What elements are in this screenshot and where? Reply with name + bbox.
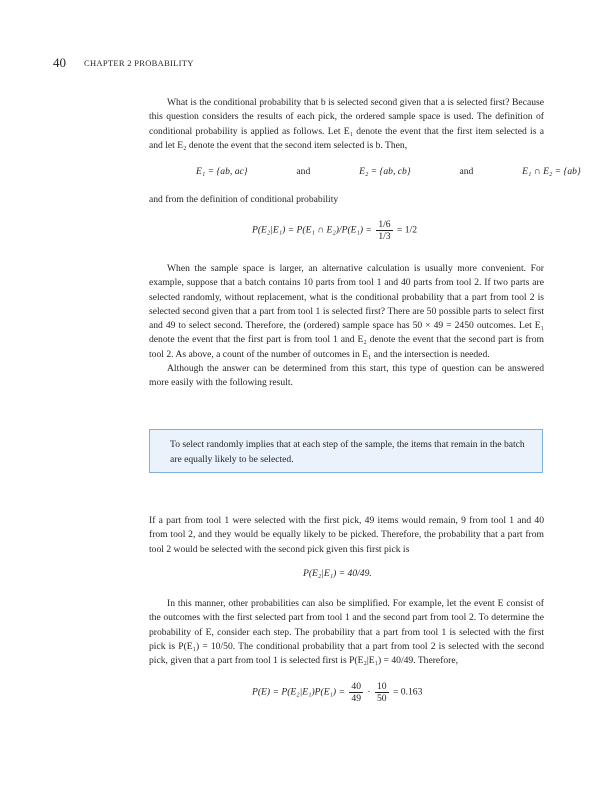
paragraph-conditional-question — [149, 96, 544, 153]
paragraph-text: In this manner, other probabilities can also be simplified. For example, let the event E consist of the outcomes with the first selected part from tool 1 and the second part from tool 2. To determine the probability of E, consider each step. The probability that a part from tool 1 is selected with the first pick is P(E₁) = 10/50. The conditional probability that a part from tool 2 is selected with the second pick, given that a part from tool 1 is selected first is P(E₂|E₁) = 40/49. Therefore, — [149, 598, 544, 667]
fraction-2 — [375, 681, 389, 704]
paragraph-text-2: Although the answer can be determined from this start, this type of question can be answered more easily with the following result. — [149, 363, 544, 389]
paragraph-text: What is the conditional probability that b is selected second given that a is selected first? Because this question considers the results of each pick, the ordered sample space is used. The definition of conditional probability is applied as follows. Let E₁ denote the event that the first item selected is a and let E₂ denote the event that the second item selected is b. Then, — [149, 97, 544, 151]
callout-text: To select randomly implies that at each step of the sample, the items that remain in the batch are equally likely to be selected. — [170, 439, 525, 465]
equation-rhs: = 1/2 — [396, 224, 418, 236]
callout-box — [149, 429, 543, 473]
fraction-denominator: 49 — [351, 693, 361, 704]
equation-event-sets — [196, 166, 581, 177]
paragraph-simplified-probabilities — [149, 597, 544, 668]
fraction-numerator: 40 — [351, 681, 361, 692]
equation-and-2: and — [459, 166, 474, 177]
fraction-1 — [349, 681, 363, 704]
equation-and-1: and — [296, 166, 311, 177]
equation-probability-e — [252, 681, 422, 704]
fraction-numerator: 10 — [377, 681, 387, 692]
paragraph-larger-sample-space — [149, 262, 544, 391]
equation-rhs: = 0.163 — [393, 686, 423, 698]
equation-e2: E₂ = {ab, cb} — [359, 166, 411, 177]
chapter-heading: CHAPTER 2 PROBABILITY — [84, 58, 194, 68]
equation-conditional-value — [303, 568, 372, 579]
paragraph-text: and from the definition of conditional probability — [149, 194, 339, 205]
paragraph-tool-pick — [149, 514, 544, 557]
fraction-numerator: 1/6 — [378, 219, 391, 230]
fraction — [376, 219, 392, 242]
equation-lhs: P(E) = P(E₂|E₁)P(E₁) = — [252, 686, 345, 698]
paragraph-definition — [149, 193, 544, 207]
equation-e1: E₁ = {ab, ac} — [196, 166, 248, 177]
equation-text: P(E₂|E₁) = 40/49. — [303, 568, 372, 579]
fraction-denominator: 1/3 — [378, 231, 391, 242]
page-number: 40 — [53, 55, 66, 70]
paragraph-text: If a part from tool 1 were selected with the first pick, 49 items would remain, 9 from tool 1 and 40 from tool 2, and they would be equally likely to be picked. Therefore, the probability that a part from tool 2 would be selected with the second pick given this first pick is — [149, 515, 544, 555]
equation-intersection: E₁ ∩ E₂ = {ab} — [522, 166, 581, 177]
paragraph-text: When the sample space is larger, an alternative calculation is usually more convenient. For example, suppose that a batch contains 10 parts from tool 1 and 40 parts from tool 2. If two parts are selected randomly, without replacement, what is the conditional probability that a part from tool 2 is selected second given that a part from tool 1 is selected first? There are 50 possible parts to select first and 49 to select second. Therefore, the (ordered) sample space has 50 × 49 = 2450 outcomes. Let E₁ denote the event that the first part is from tool 1 and E₂ denote the event that the second part is from tool 2. As above, a count of the number of outcomes in E₁ and the intersection is needed. — [149, 263, 544, 360]
equation-lhs: P(E₂|E₁) = P(E₁ ∩ E₂)/P(E₁) = — [252, 224, 372, 236]
multiply-dot: · — [367, 686, 371, 698]
equation-conditional-probability — [252, 219, 417, 242]
fraction-denominator: 50 — [377, 693, 387, 704]
